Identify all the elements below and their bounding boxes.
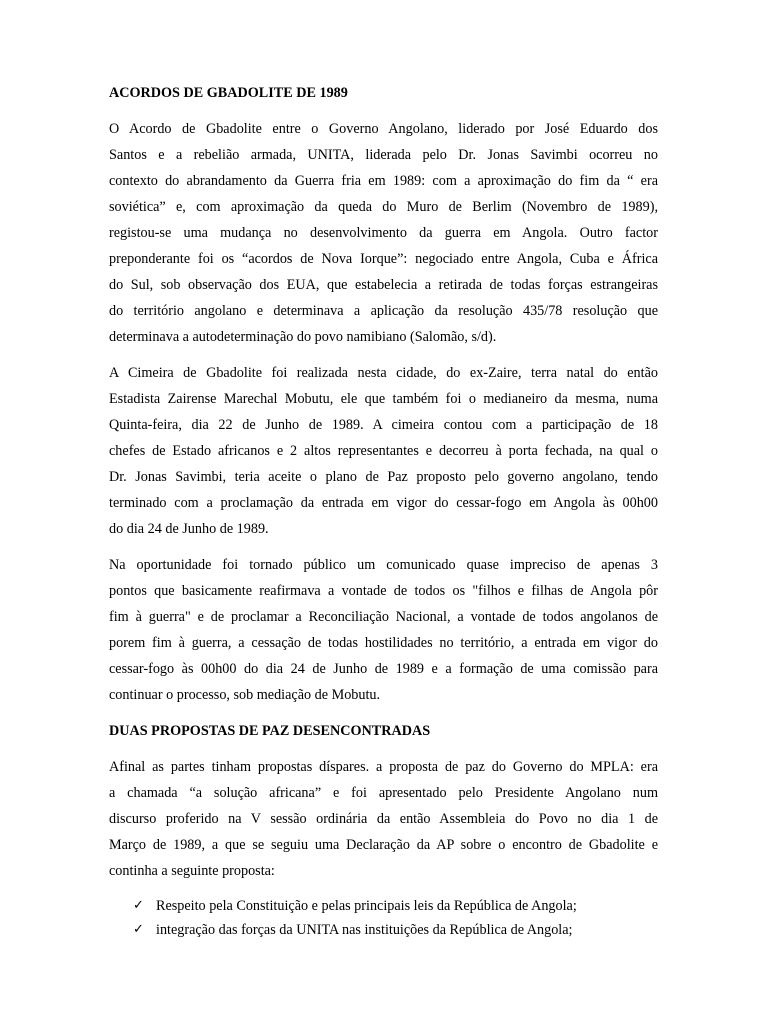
text-line: fim à guerra" e de proclamar a Reconciliação Nacional, a vontade de todos angolanos de [109,609,658,625]
text-line: do dia 24 de Junho de 1989. [109,521,269,537]
paragraph-1 [109,116,658,350]
text-line: continuar o processo, sob mediação de Mobutu. [109,687,381,703]
text-line: determinava a autodeterminação do povo namibiano (Salomão, s/d). [109,329,497,345]
text-line: Santos e a rebelião armada, UNITA, liderada pelo Dr. Jonas Savimbi ocorreu no [109,147,658,163]
section-heading-proposals: DUAS PROPOSTAS DE PAZ DESENCONTRADAS [109,723,431,739]
text-line: do território angolano e determinava a aplicação da resolução 435/78 resolução que [109,303,658,319]
paragraph-3 [109,552,658,708]
list-item [133,918,658,942]
text-line: chefes de Estado africanos e 2 altos representantes e decorreu à porta fechada, na qual o [109,443,658,459]
proposal-checklist [109,894,658,942]
check-mark-icon: ✓ [133,922,144,937]
text-line: O Acordo de Gbadolite entre o Governo Angolano, liderado por José Eduardo dos [109,121,658,137]
text-line: A Cimeira de Gbadolite foi realizada nesta cidade, do ex-Zaire, terra natal do então [109,365,658,381]
text-line: cessar-fogo às 00h00 do dia 24 de Junho de 1989 e a formação de uma comissão para [109,661,658,677]
list-item-text: integração das forças da UNITA nas instituições da República de Angola; [156,922,573,938]
text-line: terminado com a proclamação da entrada em vigor do cessar-fogo em Angola às 00h00 [109,495,658,511]
text-line: Afinal as partes tinham propostas díspares. a proposta de paz do Governo do MPLA: era [109,759,658,775]
text-line: soviética” e, com aproximação da queda do Muro de Berlim (Novembro de 1989), [109,199,658,215]
text-line: discurso proferido na V sessão ordinária da então Assembleia do Povo no dia 1 de [109,811,658,827]
paragraph-4 [109,754,658,884]
text-line: Dr. Jonas Savimbi, teria aceite o plano de Paz proposto pelo governo angolano, tendo [109,469,658,485]
text-line: porem fim à guerra, a cessação de todas hostilidades no território, a entrada em vigor do [109,635,658,651]
text-line: a chamada “a solução africana” e foi apresentado pelo Presidente Angolano num [109,785,658,801]
section-heading-gbadolite: ACORDOS DE GBADOLITE DE 1989 [109,85,348,101]
text-line: continha a seguinte proposta: [109,863,275,879]
document-body [109,80,658,942]
text-line: do Sul, sob observação dos EUA, que estabelecia a retirada de todas forças estrangeiras [109,277,658,293]
paragraph-2 [109,360,658,542]
text-line: preponderante foi os “acordos de Nova Iorque”: negociado entre Angola, Cuba e África [109,251,658,267]
text-line: Março de 1989, a que se seguiu uma Declaração da AP sobre o encontro de Gbadolite e [109,837,658,853]
list-item [133,894,658,918]
text-line: Na oportunidade foi tornado público um comunicado quase impreciso de apenas 3 [109,557,658,573]
check-mark-icon: ✓ [133,898,144,913]
text-line: pontos que basicamente reafirmava a vontade de todos os "filhos e filhas de Angola pôr [109,583,658,599]
text-line: Quinta-feira, dia 22 de Junho de 1989. A cimeira contou com a participação de 18 [109,417,658,433]
text-line: contexto do abrandamento da Guerra fria em 1989: com a aproximação do fim da “ era [109,173,658,189]
text-line: Estadista Zairense Marechal Mobutu, ele que também foi o medianeiro da mesma, numa [109,391,658,407]
list-item-text: Respeito pela Constituição e pelas principais leis da República de Angola; [156,898,577,914]
text-line: registou-se uma mudança no desenvolvimento da guerra em Angola. Outro factor [109,225,658,241]
